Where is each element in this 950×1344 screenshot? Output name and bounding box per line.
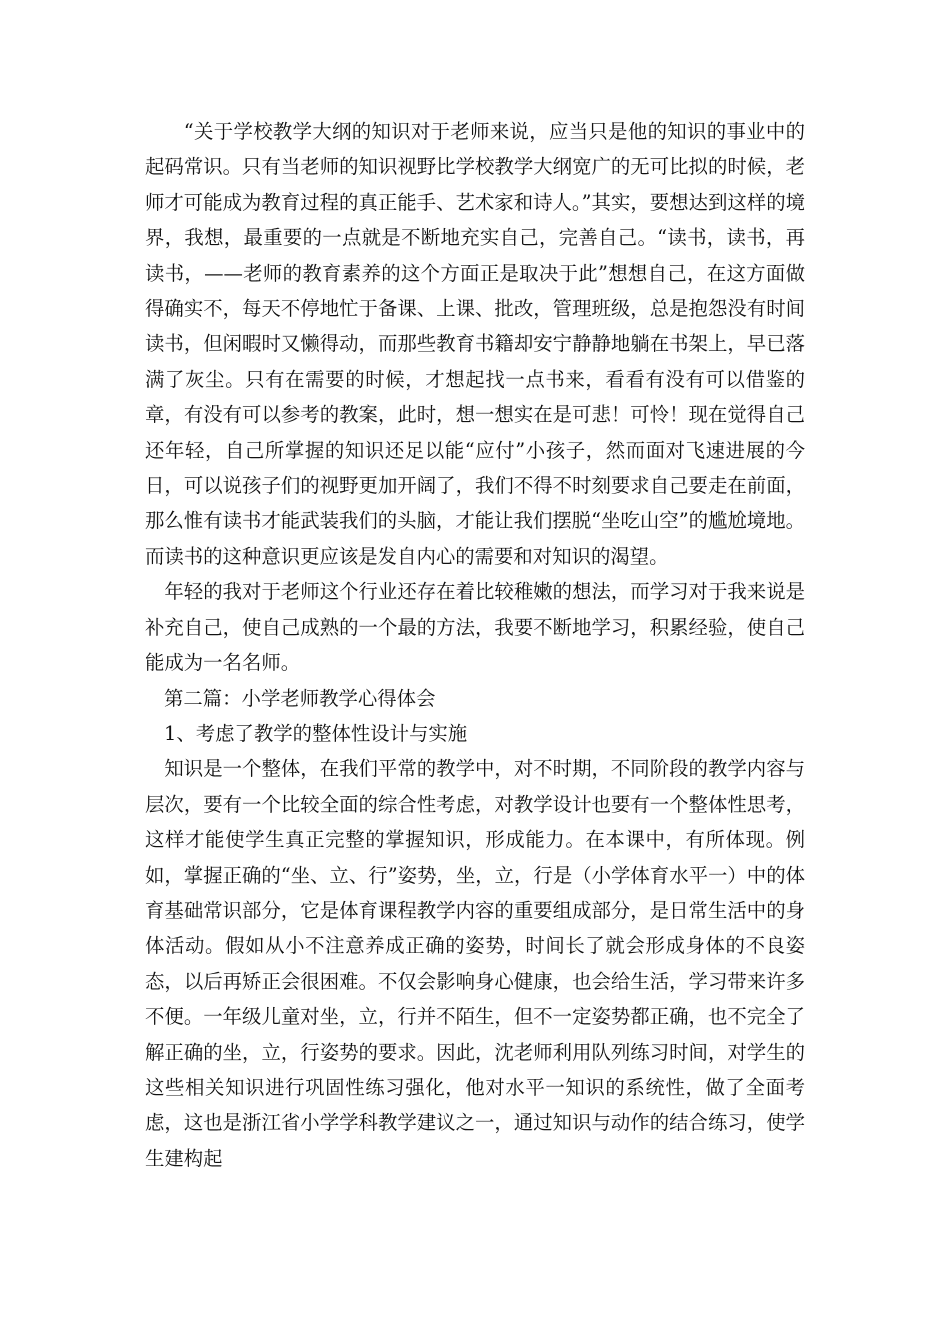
section-title: 第二篇：小学老师教学心得体会 bbox=[164, 686, 436, 710]
subsection-title: 1、考虑了教学的整体性设计与实施 bbox=[164, 721, 468, 745]
paragraph-holistic-design: 知识是一个整体，在我们平常的教学中，对不时期，不同阶段的教学内容与层次，要有一个比较全面的综合性考虑，对教学设计也要有一个整体性思考，这样才能使学生真正完整的掌握知识，形成能力。在本课中，有所体现。例如，掌握正确的“坐、立、行”姿势，坐，立，行是（小学体育水平一）中的体育基础常识部分，它是体育课程教学内容的重要组成部分，是日常生活中的身体活动。假如从小不注意养成正确的姿势，时间长了就会形成身体的不良姿态，以后再矫正会很困难。不仅会影响身心健康，也会给生活，学习带来许多不便。一年级儿童对坐，立，行并不陌生，但不一定姿势都正确，也不完全了解正确的坐，立，行姿势的要求。因此，沈老师利用队列练习时间，对学生的这些相关知识进行巩固性练习强化，他对水平一知识的系统性，做了全面考虑，这也是浙江省小学学科教学建议之一，通过知识与动作的结合练习，使学生建构起 bbox=[145, 757, 805, 1170]
paragraph-reading-books: “关于学校教学大纲的知识对于老师来说，应当只是他的知识的事业中的起码常识。只有当老师的知识视野比学校教学大纲宽广的无可比拟的时候，老师才可能成为教育过程的真正能手、艺术家和诗人。”其实，要想达到这样的境界，我想，最重要的一点就是不断地充实自己，完善自己。“读书，读书，再读书，——老师的教育素养的这个方面正是取决于此”想想自己，在这方面做得确实不，每天不停地忙于备课、上课、批改，管理班级，总是抱怨没有时间读书，但闲暇时又懒得动，而那些教育书籍却安宁静静地躺在书架上，早已落满了灰尘。只有在需要的时候，才想起找一点书来，看看有没有可以借鉴的章，有没有可以参考的教案，此时，想一想实在是可悲！可怜！现在觉得自己还年轻，自己所掌握的知识还足以能“应付”小孩子，然而面对飞速进展的今日，可以说孩子们的视野更加开阔了，我们不得不时刻要求自己要走在前面，那么惟有读书才能武装我们的头脑，才能让我们摆脱“坐吃山空”的尴尬境地。而读书的这种意识更应该是发自内心的需要和对知识的渴望。 bbox=[145, 120, 805, 568]
paragraph-young-teacher: 年轻的我对于老师这个行业还存在着比较稚嫩的想法，而学习对于我来说是补充自己，使自己成熟的一个最的方法，我要不断地学习，积累经验，使自己能成为一名名师。 bbox=[145, 580, 805, 675]
document-page bbox=[145, 114, 805, 1176]
